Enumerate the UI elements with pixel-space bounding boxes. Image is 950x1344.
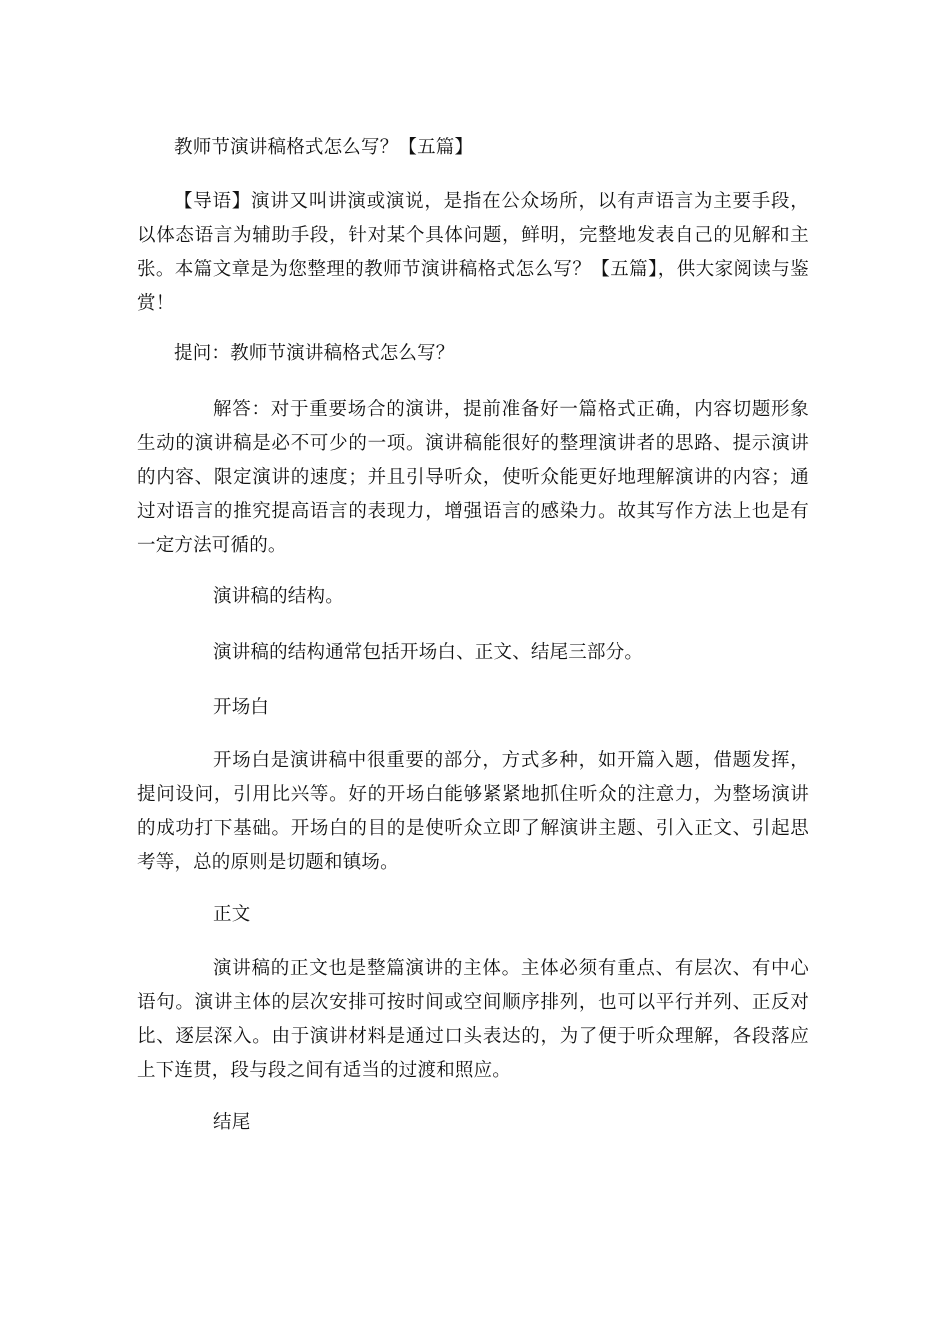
body-paragraph: 演讲稿的正文也是整篇演讲的主体。主体必须有重点、有层次、有中心语句。演讲主体的层次安排可按时间或空间顺序排列，也可以平行并列、正反对比、逐层深入。由于演讲材料是通过口头表达的，为了便于听众理解，各段落应上下连贯，段与段之间有适当的过渡和照应。	[137, 958, 809, 1081]
body-heading: 正文	[213, 904, 251, 925]
intro-paragraph: 【导语】演讲又叫讲演或演说，是指在公众场所，以有声语言为主要手段，以体态语言为辅助手段，针对某个具体问题，鲜明，完整地发表自己的见解和主张。本篇文章是为您整理的教师节演讲稿格式怎么写？【五篇】，供大家阅读与鉴赏！	[137, 191, 809, 314]
opening-heading: 开场白	[213, 697, 270, 718]
document-title: 教师节演讲稿格式怎么写？【五篇】	[174, 137, 474, 158]
question-paragraph: 提问：教师节演讲稿格式怎么写？	[174, 343, 455, 364]
structure-heading: 演讲稿的结构。	[213, 586, 344, 607]
opening-paragraph: 开场白是演讲稿中很重要的部分，方式多种，如开篇入题，借题发挥，提问设问，引用比兴等。好的开场白能够紧紧地抓住听众的注意力，为整场演讲的成功打下基础。开场白的目的是使听众立即了解演讲主题、引入正文、引起思考等，总的原则是切题和镇场。	[137, 750, 809, 873]
structure-paragraph: 演讲稿的结构通常包括开场白、正文、结尾三部分。	[213, 642, 644, 663]
answer-paragraph: 解答：对于重要场合的演讲，提前准备好一篇格式正确，内容切题形象生动的演讲稿是必不可少的一项。演讲稿能很好的整理演讲者的思路、提示演讲的内容、限定演讲的速度；并且引导听众，使听众能更好地理解演讲的内容；通过对语言的推究提高语言的表现力，增强语言的感染力。故其写作方法上也是有一定方法可循的。	[137, 399, 809, 556]
ending-heading: 结尾	[213, 1112, 251, 1133]
